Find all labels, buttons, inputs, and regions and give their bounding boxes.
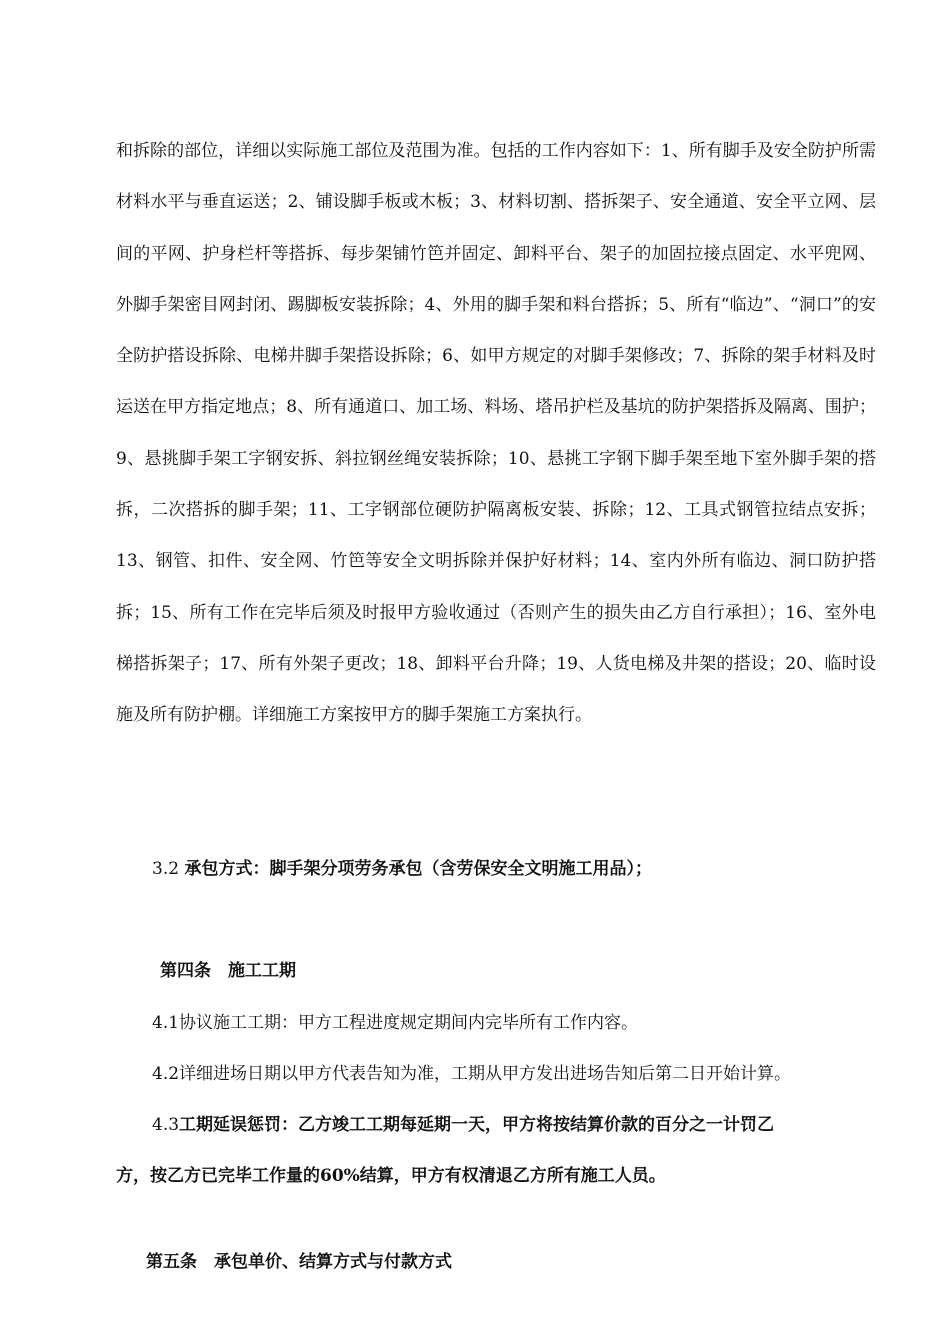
clause-3-2 [152, 854, 652, 879]
article-4-heading: 第四条 施工工期 [160, 961, 296, 981]
scope-paragraph: 和拆除的部位，详细以实际施工部位及范围为准。包括的工作内容如下：1、所有脚手及安全防护所需材料水平与垂直运送；2、铺设脚手板或木板；3、材料切割、搭拆架子、安全通道、安全平立网、层间的平网、护身栏杆等搭拆、每步架铺竹笆并固定、卸料平台、架子的加固拉接点固定、水平兜网、外脚手架密目网封闭、踢脚板安装拆除；4、外用的脚手架和料台搭拆；5、所有“临边”、“洞口”的安全防护搭设拆除、电梯井脚手架搭设拆除；6、如甲方规定的对脚手架修改；7、拆除的架手材料及时运送在甲方指定地点；8、所有通道口、加工场、料场、塔吊护栏及基坑的防护架搭拆及隔离、围护；9、悬挑脚手架工字钢安拆、斜拉钢丝绳安装拆除；10、悬挑工字钢下脚手架至地下室外脚手架的搭拆，二次搭拆的脚手架；11、工字钢部位硬防护隔离板安装、拆除；12、工具式钢管拉结点安拆；13、钢管、扣件、安全网、竹笆等安全文明拆除并保护好材料；14、室内外所有临边、洞口防护搭拆；15、所有工作在完毕后须及时报甲方验收通过（否则产生的损失由乙方自行承担）；16、室外电梯搭拆架子；17、所有外架子更改；18、卸料平台升降；19、人货电梯及井架的搭设；20、临时设施及所有防护棚。详细施工方案按甲方的脚手架施工方案执行。 [116, 141, 876, 726]
clause-3-2-text: 承包方式：脚手架分项劳务承包（含劳保安全文明施工用品）； [184, 859, 652, 879]
item-4-1: 4.1协议施工工期：甲方工程进度规定期间内完毕所有工作内容。 [152, 1013, 639, 1033]
item-4-3-line2: 方，按乙方已完毕工作量的60%结算，甲方有权清退乙方所有施工人员。 [116, 1166, 666, 1186]
item-4-3-number: 4.3 [152, 1115, 180, 1135]
item-4-3-line1 [152, 1110, 774, 1135]
clause-3-2-number: 3.2 [152, 859, 185, 879]
item-4-2: 4.2详细进场日期以甲方代表告知为准，工期从甲方发出进场告知后第二日开始计算。 [152, 1064, 792, 1084]
item-4-3-text: 工期延误惩罚：乙方竣工工期每延期一天，甲方将按结算价款的百分之一计罚乙 [179, 1115, 775, 1135]
article-5-heading: 第五条 承包单价、结算方式与付款方式 [146, 1252, 452, 1272]
